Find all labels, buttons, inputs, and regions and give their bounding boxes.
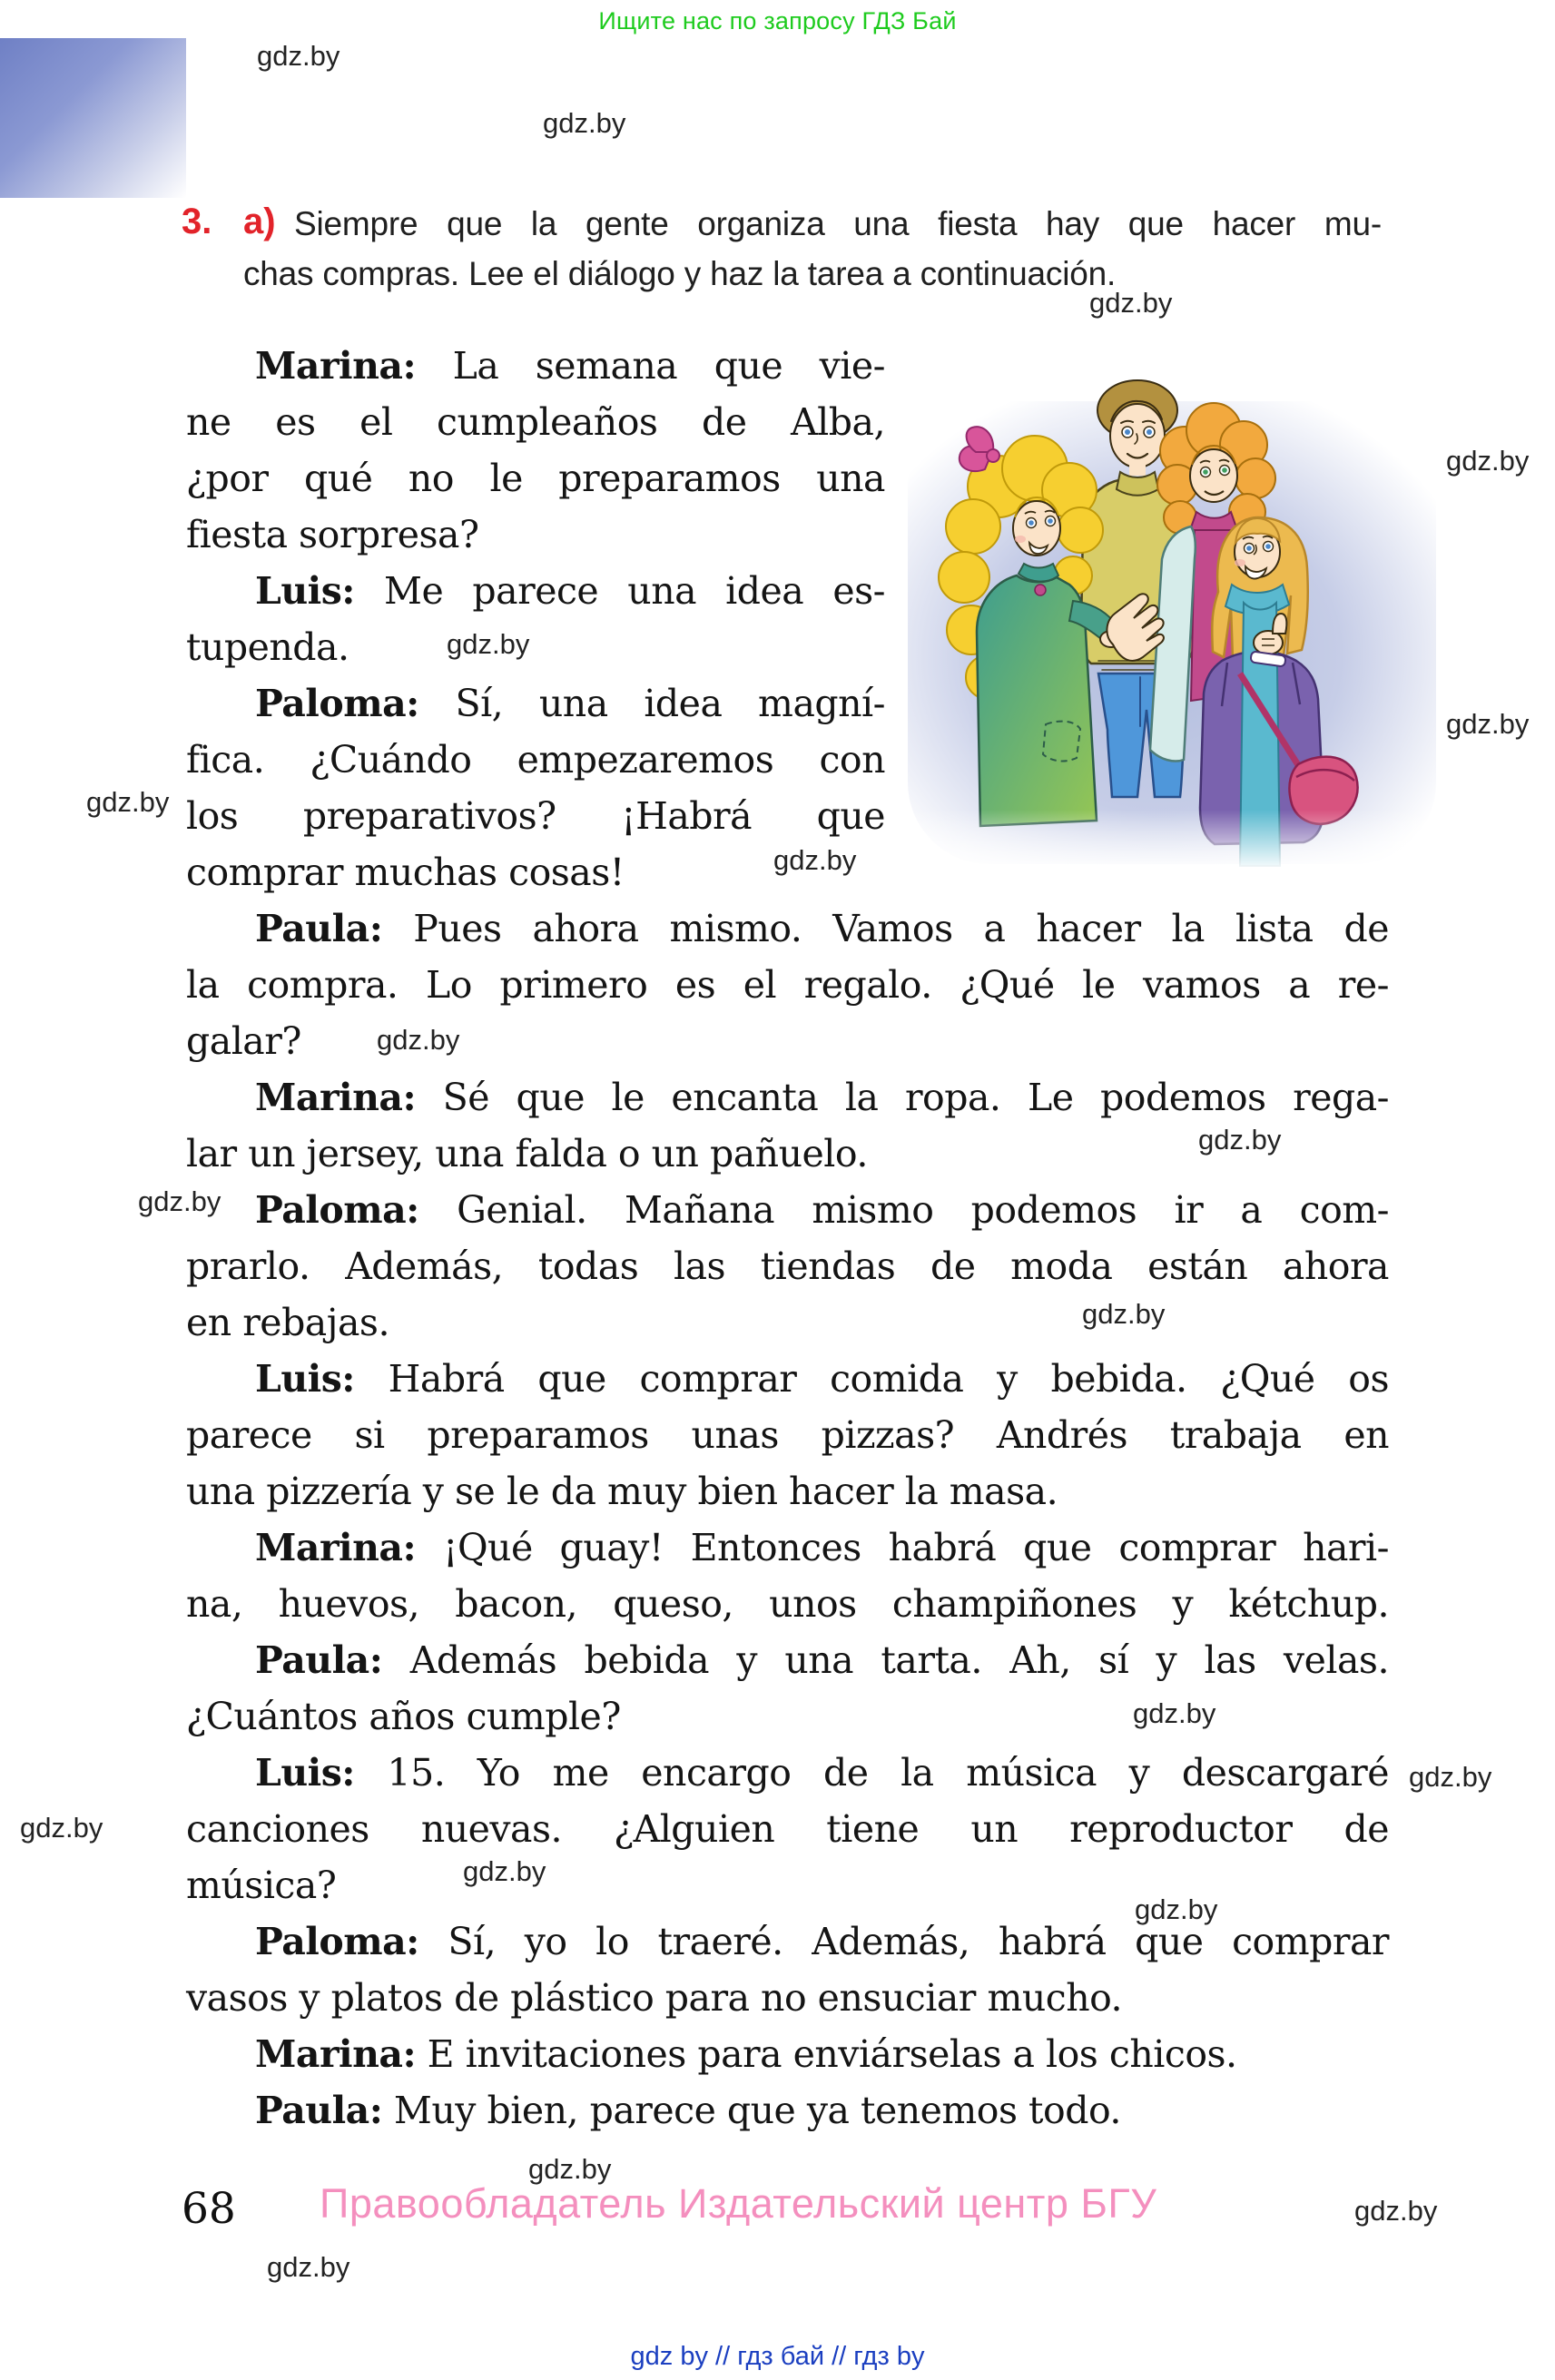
speaker-name: Marina: — [255, 1076, 417, 1119]
corner-gradient-decoration — [0, 38, 186, 198]
speaker-name: Luis: — [255, 569, 355, 613]
copyright-text: Правообладатель Издательский центр БГУ — [320, 2180, 1157, 2227]
dialogue-line: ¿Cuántos años cumple? — [186, 1695, 621, 1738]
gdz-watermark: gdz.by — [1135, 1893, 1218, 1925]
dialogue-line: lar un jersey, una falda o un pañuelo. — [186, 1132, 868, 1175]
gdz-watermark: gdz.by — [1133, 1697, 1216, 1729]
illustration-bottom-fade — [908, 810, 1436, 871]
speaker-name: Marina: — [255, 1526, 417, 1569]
speaker-name: Paloma: — [255, 682, 419, 725]
gdz-watermark: gdz.by — [543, 107, 626, 139]
dialogue-line: canciones nuevas. ¿Alguien tiene un reproductor de — [186, 1807, 1389, 1851]
speaker-name: Marina: — [255, 2032, 417, 2076]
exercise-instruction-line2: chas compras. Lee el diálogo y haz la tarea a continuación. — [243, 255, 1117, 292]
gdz-watermark: gdz.by — [447, 628, 530, 660]
speaker-name: Luis: — [255, 1357, 355, 1401]
dialogue-line: Paula: Además bebida y una tarta. Ah, sí y las velas. — [255, 1638, 1389, 1682]
dialogue-line: Luis: Habrá que comprar comida y bebida. ¿Qué os — [255, 1357, 1389, 1401]
speaker-name: Paula: — [255, 1638, 383, 1682]
gdz-watermark: gdz.by — [138, 1185, 221, 1217]
dialogue-line: prarlo. Además, todas las tiendas de moda están ahora — [186, 1244, 1389, 1288]
speaker-name: Marina: — [255, 344, 417, 388]
gdz-watermark: gdz.by — [1409, 1761, 1492, 1793]
bottom-link-text: gdz by // гдз бай // гдз by — [630, 2342, 925, 2371]
speaker-name: Paloma: — [255, 1188, 419, 1232]
dialogue-line: música? — [186, 1864, 337, 1907]
speaker-name: Paloma: — [255, 1920, 419, 1963]
dialogue-line: Marina: E invitaciones para enviárselas a los chicos. — [255, 2032, 1237, 2076]
gdz-watermark: gdz.by — [86, 786, 170, 818]
dialogue-line: na, huevos, bacon, queso, unos champiñones y kétchup. — [186, 1582, 1389, 1626]
gdz-watermark: gdz.by — [1198, 1124, 1282, 1156]
dialogue-line: la compra. Lo primero es el regalo. ¿Qué le vamos a re- — [186, 963, 1389, 1007]
gdz-watermark: gdz.by — [1446, 708, 1530, 740]
dialogue-line: tupenda. — [186, 625, 349, 669]
gdz-watermark: gdz.by — [20, 1812, 103, 1844]
gdz-watermark: gdz.by — [528, 2153, 612, 2185]
dialogue-line: parece si preparamos unas pizzas? Andrés trabaja en — [186, 1413, 1389, 1457]
gdz-watermark: gdz.by — [1446, 445, 1530, 477]
dialogue-line: Luis: Me parece una idea es- — [255, 569, 885, 613]
dialogue-line: Luis: 15. Yo me encargo de la música y descargaré — [255, 1751, 1389, 1795]
dialogue-line: Paula: Muy bien, parece que ya tenemos todo. — [255, 2089, 1121, 2132]
speaker-name: Paula: — [255, 2089, 383, 2132]
gdz-watermark: gdz.by — [463, 1855, 546, 1887]
dialogue-line: en rebajas. — [186, 1301, 389, 1344]
gdz-watermark: gdz.by — [377, 1024, 460, 1056]
dialogue-line: Marina: ¡Qué guay! Entonces habrá que comprar hari- — [255, 1526, 1389, 1569]
dialogue-line: fica. ¿Cuándo empezaremos con — [186, 738, 885, 782]
page-number: 68 — [182, 2184, 236, 2234]
dialogue-line: galar? — [186, 1019, 301, 1063]
teenagers-illustration — [908, 374, 1436, 871]
dialogue-line: Marina: Sé que le encanta la ropa. Le podemos rega- — [255, 1076, 1389, 1119]
exercise-letter: a) — [243, 202, 276, 241]
gdz-watermark: gdz.by — [267, 2251, 350, 2283]
speaker-name: Luis: — [255, 1751, 355, 1795]
gdz-watermark: gdz.by — [1354, 2195, 1438, 2227]
dialogue-line: Paloma: Sí, una idea magní- — [255, 682, 885, 725]
dialogue-line: fiesta sorpresa? — [186, 513, 479, 556]
gdz-watermark: gdz.by — [1089, 287, 1173, 319]
gdz-watermark: gdz.by — [773, 844, 857, 876]
dialogue-line: una pizzería y se le da muy bien hacer la masa. — [186, 1470, 1058, 1513]
dialogue-line: Marina: La semana que vie- — [255, 344, 885, 388]
promo-banner-text: Ищите нас по запросу ГДЗ Бай — [598, 7, 957, 34]
dialogue-line: ¿por qué no le preparamos una — [186, 457, 885, 500]
exercise-instruction-line1: Siempre que la gente organiza una fiesta hay que hacer mu- — [294, 205, 1382, 242]
dialogue-line: Paloma: Genial. Mañana mismo podemos ir a com- — [255, 1188, 1389, 1232]
dialogue-line: comprar muchas cosas! — [186, 851, 625, 894]
gdz-watermark: gdz.by — [257, 40, 340, 72]
dialogue-line: los preparativos? ¡Habrá que — [186, 794, 885, 838]
dialogue-line: ne es el cumpleaños de Alba, — [186, 400, 885, 444]
exercise-number: 3. — [182, 202, 212, 241]
dialogue-line: Paula: Pues ahora mismo. Vamos a hacer la lista de — [255, 907, 1389, 950]
dialogue-line: vasos y platos de plástico para no ensuciar mucho. — [186, 1976, 1123, 2020]
dialogue-line: Paloma: Sí, yo lo traeré. Además, habrá que comprar — [255, 1920, 1389, 1963]
speaker-name: Paula: — [255, 907, 383, 950]
gdz-watermark: gdz.by — [1082, 1298, 1166, 1330]
